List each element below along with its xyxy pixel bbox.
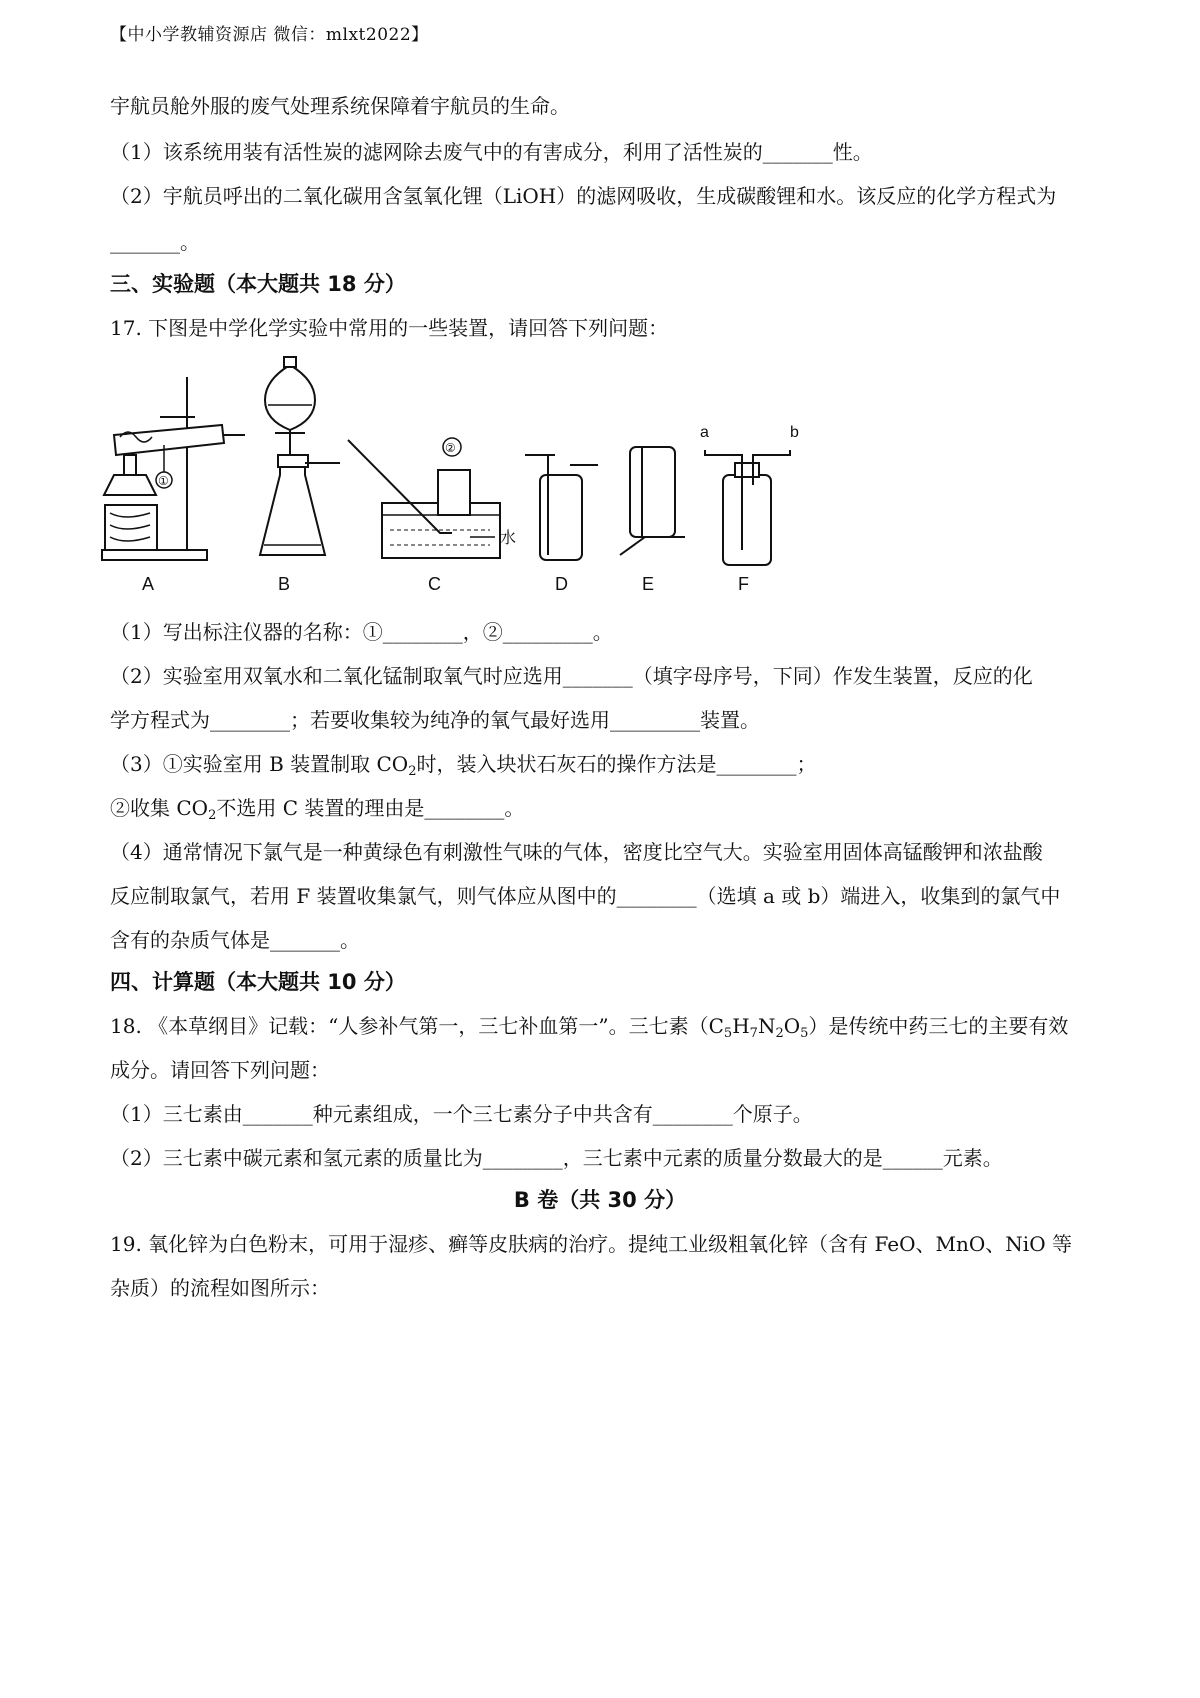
q17-part4-line3: 含有的杂质气体是_______。 (110, 928, 360, 952)
q17-p3a-pre: （3）①实验室用 B 装置制取 CO (110, 752, 409, 776)
apparatus-d (525, 455, 598, 560)
q16-part2: （2）宇航员呼出的二氧化碳用含氢氧化锂（LiOH）的滤网吸收，生成碳酸锂和水。该反应的化学方程式为 (110, 184, 1057, 208)
q19-line2: 杂质）的流程如图所示： (110, 1276, 330, 1300)
q18-sub4: 5 (800, 1026, 809, 1041)
q18-sub3: 2 (775, 1026, 784, 1041)
q17-p3b-post: 不选用 C 装置的理由是________。 (216, 796, 525, 820)
label-c: C (428, 574, 441, 594)
q19-line1: 19. 氧化锌为白色粉末，可用于湿疹、癣等皮肤病的治疗。提纯工业级粗氧化锌（含有 FeO、MnO、NiO 等 (110, 1232, 1072, 1256)
section-3-heading: 三、实验题（本大题共 18 分） (110, 272, 406, 296)
q16-part2-tail: _______。 (110, 230, 200, 254)
q17-p3a-post: 时，装入块状石灰石的操作方法是________； (416, 752, 817, 776)
q18-m2: N (757, 1014, 776, 1038)
mark-1: ① (158, 474, 169, 488)
part-b-heading: B 卷（共 30 分） (513, 1188, 687, 1212)
q18-l1-post: ）是传统中药三七的主要有效 (808, 1014, 1069, 1038)
q17-part3-line1 (110, 750, 1100, 786)
q17-p3a-sub: 2 (408, 764, 417, 779)
q18-part2: （2）三七素中碳元素和氢元素的质量比为________，三七素中元素的质量分数最大的是______元素。 (110, 1146, 1003, 1170)
port-b-label: b (790, 424, 799, 441)
q17-part1: （1）写出标注仪器的名称：①________，②_________。 (110, 620, 613, 644)
q17-part4-line2: 反应制取氯气，若用 F 装置收集氯气，则气体应从图中的________（选填 a 或 b）端进入，收集到的氯气中 (110, 884, 1061, 908)
q18-sub1: 5 (723, 1026, 733, 1041)
q16-part1: （1）该系统用装有活性炭的滤网除去废气中的有害成分，利用了活性炭的_______性。 (110, 140, 873, 164)
apparatus-e (620, 447, 685, 555)
q17-part4-line1: （4）通常情况下氯气是一种黄绿色有刺激性气味的气体，密度比空气大。实验室用固体高锰酸钾和浓盐酸 (110, 840, 1043, 864)
q17-part3-line2 (110, 794, 1100, 830)
port-a-label: a (700, 424, 709, 441)
q17-part2-line2: 学方程式为________；若要收集较为纯净的氧气最好选用_________装置。 (110, 708, 760, 732)
label-d: D (555, 574, 568, 594)
section-4-heading: 四、计算题（本大题共 10 分） (110, 970, 406, 994)
q17-p3b-pre: ②收集 CO (110, 796, 209, 820)
label-e: E (642, 574, 655, 594)
q18-part1: （1）三七素由_______种元素组成，一个三七素分子中共含有________个原子。 (110, 1102, 813, 1126)
mark-2: ② (445, 441, 456, 455)
q17-stem: 17. 下图是中学化学实验中常用的一些装置，请回答下列问题： (110, 316, 669, 340)
q17-part2-line1: （2）实验室用双氧水和二氧化锰制取氧气时应选用_______（填字母序号，下同）作发生装置，反应的化 (110, 664, 1033, 688)
q18-m1: H (732, 1014, 750, 1038)
label-b: B (278, 574, 291, 594)
apparatus-c (348, 438, 516, 558)
q16-intro: 宇航员舱外服的废气处理系统保障着宇航员的生命。 (110, 94, 570, 118)
label-f: F (738, 574, 749, 594)
q18-l1-pre: 18. 《本草纲目》记载：“人参补气第一，三七补血第一”。三七素（C (110, 1014, 724, 1038)
q18-line1 (110, 1012, 1100, 1048)
watermark-header: 【中小学教辅资源店 微信：mlxt2022】 (110, 25, 429, 45)
q18-line2: 成分。请回答下列问题： (110, 1058, 330, 1082)
label-a: A (142, 574, 155, 594)
apparatus-a (102, 377, 245, 560)
water-label: 水 (500, 530, 517, 547)
q18-sub2: 7 (749, 1026, 758, 1041)
q18-m3: O (783, 1014, 801, 1038)
q17-p3b-sub: 2 (208, 808, 217, 823)
apparatus-figure (100, 355, 820, 600)
apparatus-f (700, 424, 799, 565)
